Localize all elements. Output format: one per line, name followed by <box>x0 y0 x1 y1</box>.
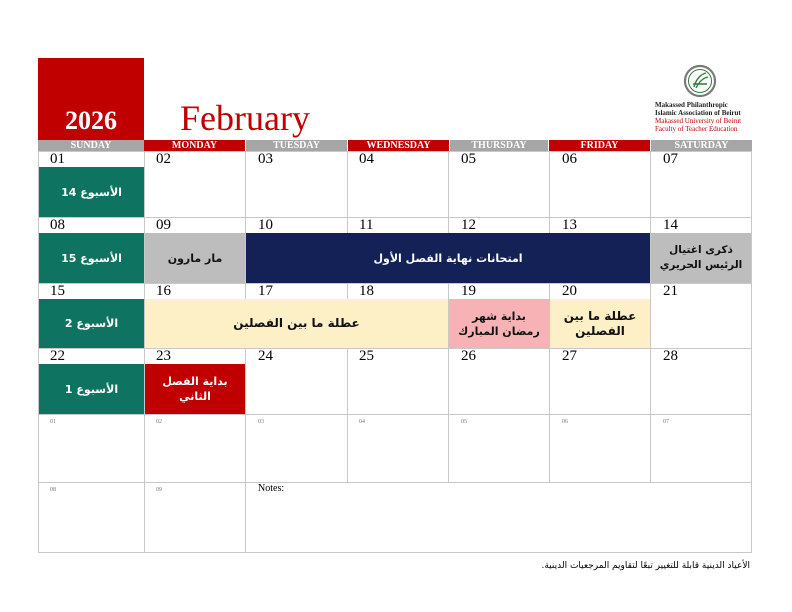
org-line-4: Faculty of Teacher Education <box>655 125 738 133</box>
day-number: 08 <box>50 217 65 233</box>
day-number: 20 <box>562 283 577 299</box>
day-number: 16 <box>156 283 171 299</box>
weekday-tuesday: TUESDAY <box>246 140 347 151</box>
event-first-semester-exams[interactable]: امتحانات نهاية الفصل الأول <box>246 233 650 283</box>
event-week-14[interactable]: الأسبوع 14 <box>39 167 144 217</box>
notes-label: Notes: <box>258 483 285 494</box>
day-number: 18 <box>359 283 374 299</box>
grid-line <box>38 414 752 415</box>
grid-line <box>38 283 752 284</box>
grid-line <box>245 151 246 553</box>
event-semester-break[interactable]: عطلة ما بين الفصلين <box>145 299 448 348</box>
weekday-monday: MONDAY <box>144 140 245 151</box>
event-week-15[interactable]: الأسبوع 15 <box>39 233 144 283</box>
day-number: 02 <box>156 151 171 167</box>
next-month-day-number: 02 <box>156 419 162 425</box>
day-number: 19 <box>461 283 476 299</box>
day-number: 28 <box>663 348 678 364</box>
next-month-day-number: 05 <box>461 419 467 425</box>
next-month-day-number: 03 <box>258 419 264 425</box>
next-month-day-number: 01 <box>50 419 56 425</box>
grid-line <box>38 217 752 218</box>
day-number: 15 <box>50 283 65 299</box>
year-label: 2026 <box>65 106 117 135</box>
event-hariri-anniversary[interactable]: ذكرى اغتيال الرئيس الحريري <box>651 233 751 283</box>
day-number: 03 <box>258 151 273 167</box>
calendar-grid <box>38 151 752 553</box>
day-number: 24 <box>258 348 273 364</box>
event-semester-break-2[interactable]: عطلة ما بين الفصلين <box>550 299 650 348</box>
org-line-1: Makassed Philanthropic <box>655 101 728 109</box>
event-week-1[interactable]: الأسبوع 1 <box>39 364 144 414</box>
next-month-day-number: 09 <box>156 487 162 493</box>
day-number: 27 <box>562 348 577 364</box>
grid-line <box>38 482 752 483</box>
next-month-day-number: 08 <box>50 487 56 493</box>
makassed-logo <box>683 64 717 98</box>
event-ramadan-start[interactable]: بداية شهر رمضان المبارك <box>449 299 549 348</box>
grid-line <box>650 151 651 482</box>
day-number: 09 <box>156 217 171 233</box>
weekday-wednesday: WEDNESDAY <box>348 140 449 151</box>
event-second-semester-start[interactable]: بداية الفصل الثاني <box>145 364 245 414</box>
grid-line <box>144 151 145 553</box>
weekday-sunday: SUNDAY <box>38 140 144 151</box>
day-number: 14 <box>663 217 678 233</box>
day-number: 06 <box>562 151 577 167</box>
day-number: 10 <box>258 217 273 233</box>
event-mar-maroun[interactable]: مار مارون <box>145 233 245 283</box>
day-number: 05 <box>461 151 476 167</box>
day-number: 13 <box>562 217 577 233</box>
next-month-day-number: 07 <box>663 419 669 425</box>
month-title: February <box>180 98 310 138</box>
day-number: 17 <box>258 283 273 299</box>
weekday-saturday: SATURDAY <box>651 140 752 151</box>
day-number: 01 <box>50 151 65 167</box>
day-number: 21 <box>663 283 678 299</box>
next-month-day-number: 04 <box>359 419 365 425</box>
org-line-3: Makassed University of Beirut <box>655 117 742 125</box>
day-number: 12 <box>461 217 476 233</box>
event-week-2[interactable]: الأسبوع 2 <box>39 299 144 348</box>
day-number: 25 <box>359 348 374 364</box>
day-number: 22 <box>50 348 65 364</box>
day-number: 04 <box>359 151 374 167</box>
day-number: 23 <box>156 348 171 364</box>
weekday-friday: FRIDAY <box>549 140 650 151</box>
day-number: 07 <box>663 151 678 167</box>
grid-line <box>38 348 752 349</box>
org-line-2: Islamic Association of Beirut <box>655 109 741 117</box>
day-number: 11 <box>359 217 374 233</box>
next-month-day-number: 06 <box>562 419 568 425</box>
weekday-thursday: THURSDAY <box>450 140 548 151</box>
footnote: الأعياد الدينية قابلة للتغيير تبعًا لتقاويم المرجعيات الدينية. <box>541 561 750 571</box>
year-block <box>38 58 144 140</box>
day-number: 26 <box>461 348 476 364</box>
org-name <box>655 101 741 133</box>
